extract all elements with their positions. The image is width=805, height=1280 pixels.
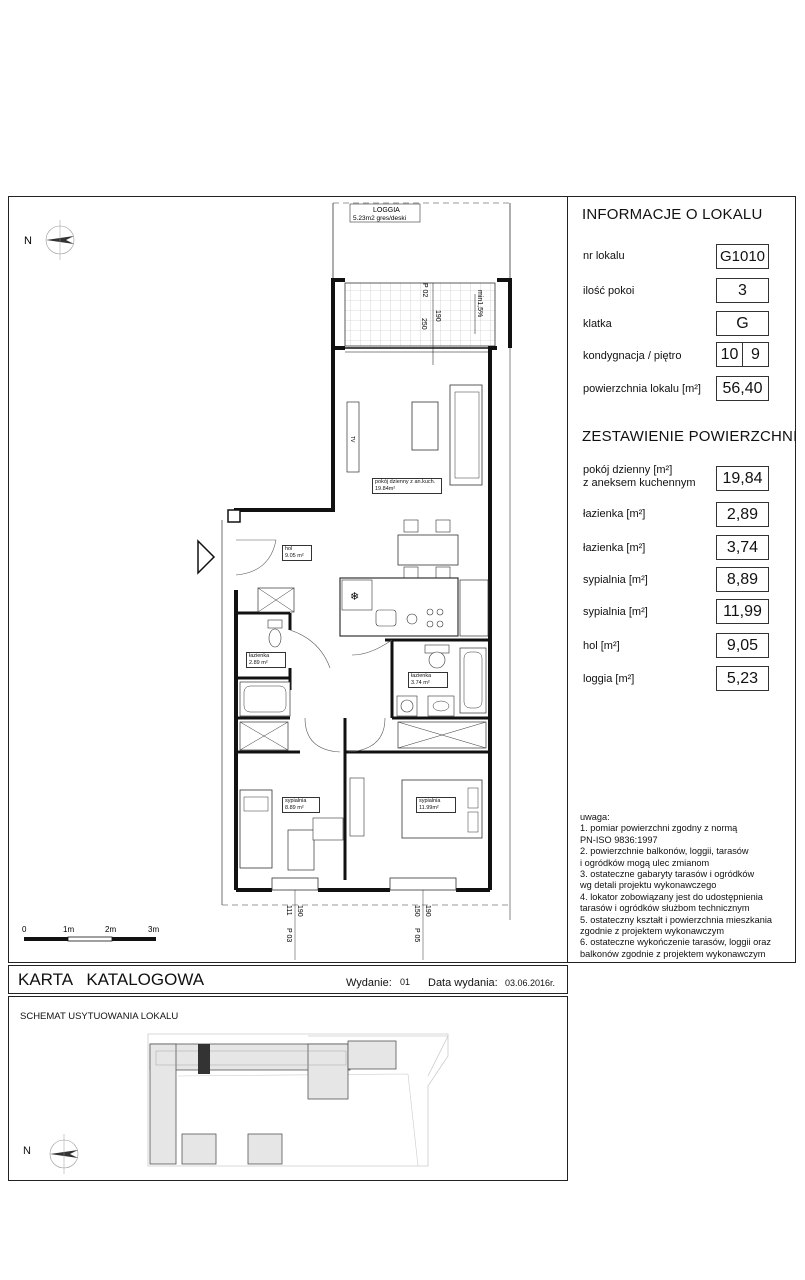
info-value-level: 10 [716, 342, 743, 367]
room-name: pokój dzienny z an.kuch. [375, 479, 436, 485]
dim-150: 150 [413, 905, 420, 917]
info-value-nr: G1010 [716, 244, 769, 269]
window-p02: P 02 [421, 283, 428, 298]
svg-text:❄: ❄ [350, 590, 360, 603]
scale-3m: 3m [148, 925, 160, 934]
loggia-subtitle: 5.23m2 gres/deski [353, 215, 407, 222]
room-area: 8.89 m² [285, 804, 304, 811]
window-p03: P 03 [285, 928, 292, 943]
note-line: 5. ostateczny kształt i powierzchnia mieszkania [580, 914, 772, 925]
note-line: 4. lokator zobowiązany jest do udostępnienia [580, 891, 763, 902]
area-value-bath1: 2,89 [716, 502, 769, 527]
north-arrow-icon [50, 1134, 78, 1174]
area-label-hol: hol [m²] [583, 640, 620, 652]
dim-190-b: 190 [424, 905, 431, 917]
area-label-bed2: sypialnia [m²] [583, 606, 648, 618]
bed-1 [240, 790, 272, 868]
notes [580, 812, 780, 960]
edition-label: Wydanie: [346, 977, 392, 989]
dim-111: 111 [285, 905, 292, 916]
date-label: Data wydania: [428, 977, 498, 989]
dim-190-top: 190 [434, 310, 441, 322]
site-schema [8, 996, 568, 1181]
note-line: balkonów zgodnie z projektem wykonawczym [580, 948, 766, 959]
loggia-floor [345, 283, 495, 346]
room-label-hol [282, 545, 312, 561]
dim-190-a: 190 [296, 905, 303, 917]
area-value-bath2: 3,74 [716, 535, 769, 560]
note-line: PN-ISO 9836:1997 [580, 834, 658, 845]
room-area: 9.05 m² [285, 552, 304, 559]
info-value-rooms: 3 [716, 278, 769, 303]
area-value-living: 19,84 [716, 466, 769, 491]
north-letter: N [24, 235, 32, 247]
footer-title: KARTA KATALOGOWA [18, 970, 205, 989]
scale-0: 0 [22, 925, 27, 934]
info-label-rooms: ilość pokoi [583, 285, 635, 297]
room-area: 19.84m² [375, 485, 396, 492]
schema-title: SCHEMAT USYTUOWANIA LOKALU [20, 1011, 179, 1022]
info-value-area: 56,40 [716, 376, 769, 401]
room-name: hol [285, 546, 293, 552]
footer-north-letter: N [23, 1145, 31, 1157]
north-arrow-icon [46, 220, 74, 260]
scale-1m: 1m [63, 925, 75, 934]
room-label-living [372, 478, 442, 494]
area-label-bath1: łazienka [m²] [583, 508, 646, 520]
note-line: 6. ostateczne wykończenie tarasów, loggii oraz [580, 937, 771, 948]
room-area: 11.99m² [419, 804, 439, 811]
area-label-bath2: łazienka [m²] [583, 542, 646, 554]
info-value-floor: 9 [742, 342, 769, 367]
room-name: łazienka [249, 653, 270, 659]
date-value: 03.06.2016r. [505, 978, 556, 988]
area-value-loggia: 5,23 [716, 666, 769, 691]
areas-title: ZESTAWIENIE POWIERZCHNI [582, 428, 798, 445]
info-label-floor: kondygnacja / piętro [583, 350, 682, 362]
dim-250-top: 250 [420, 318, 427, 330]
room-name: sypialnia [419, 798, 441, 804]
area-value-bed1: 8,89 [716, 567, 769, 592]
apartment-highlight [198, 1044, 210, 1074]
room-name: łazienka [411, 673, 432, 679]
note-line: 1. pomiar powierzchni zgodny z normą [580, 823, 738, 834]
info-label-stair: klatka [583, 318, 612, 330]
edition-value: 01 [400, 977, 411, 987]
info-title: INFORMACJE O LOKALU [582, 206, 763, 223]
area-value-hol: 9,05 [716, 633, 769, 658]
window-p05: P 05 [413, 928, 420, 943]
note-line: zgodnie z projektem wykonawczym [580, 926, 724, 937]
tv-label: TV [349, 436, 355, 443]
room-label-bath2 [408, 672, 448, 688]
room-area: 3.74 m² [411, 679, 430, 686]
notes-title: uwaga: [580, 812, 610, 822]
entrance-arrow-icon [198, 541, 214, 573]
info-label-nr: nr lokalu [583, 250, 625, 262]
area-label-living-2: z aneksem kuchennym [583, 477, 696, 489]
area-label-loggia: loggia [m²] [583, 673, 635, 685]
area-value-bed2: 11,99 [716, 599, 769, 624]
note-line: wg detali projektu wykonawczego [580, 880, 717, 891]
area-label-living-1: pokój dzienny [m²] [583, 464, 673, 476]
room-label-bath1 [246, 652, 286, 668]
room-label-bed2 [416, 797, 456, 813]
loggia-title: LOGGIA [373, 207, 400, 214]
slope-label: min1,5% [476, 290, 483, 318]
info-label-area: powierzchnia lokalu [m²] [583, 383, 701, 395]
note-line: tarasów i ogródków służbom technicznym [580, 903, 750, 914]
room-name: sypialnia [285, 798, 307, 804]
note-line: 3. ostateczne gabaryty tarasów i ogródków [580, 869, 755, 880]
scale-bar [24, 937, 156, 941]
room-area: 2.89 m² [249, 659, 268, 666]
area-label-bed1: sypialnia [m²] [583, 574, 648, 586]
note-line: 2. powierzchnie balkonów, loggii, tarasów [580, 846, 749, 857]
coffee-table [412, 402, 438, 450]
scale-2m: 2m [105, 925, 117, 934]
info-value-stair: G [716, 311, 769, 336]
note-line: i ogródków mogą ulec zmianom [580, 857, 710, 868]
dining-table [398, 535, 458, 565]
room-label-bed1 [282, 797, 320, 813]
